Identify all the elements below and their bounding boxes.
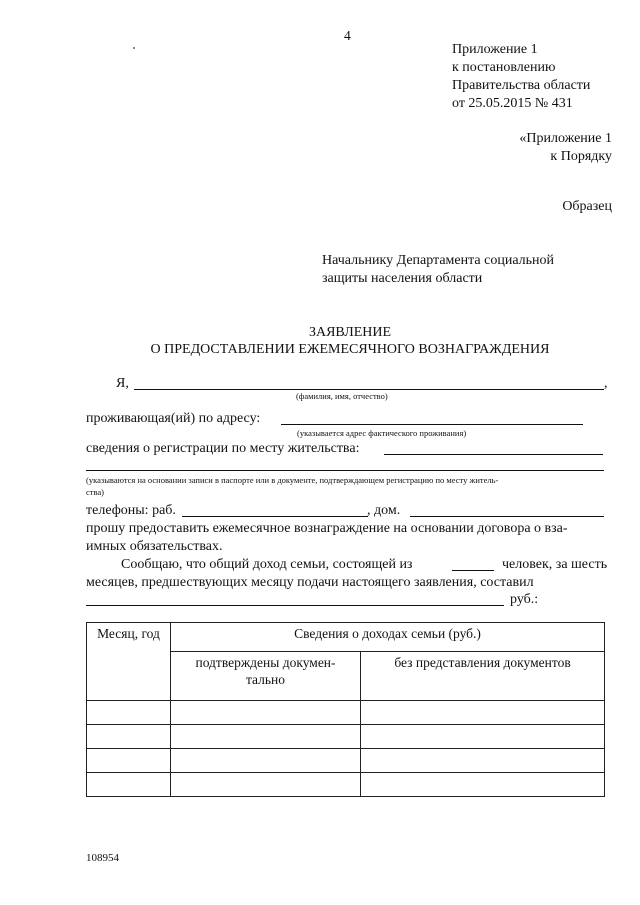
table-cell-month[interactable] bbox=[87, 749, 171, 773]
sample-label: Образец bbox=[562, 199, 612, 214]
name-hint: (фамилия, имя, отчество) bbox=[296, 391, 388, 401]
registration-hint-1: (указываются на основании записи в паспорте или в документе, подтверждающем регистрацию по месту житель- bbox=[86, 475, 499, 485]
family-size-field[interactable] bbox=[452, 570, 494, 571]
applicant-label: Я, bbox=[116, 376, 129, 391]
home-phone-field[interactable] bbox=[410, 516, 604, 517]
appendix-line-2: к постановлению bbox=[452, 60, 556, 75]
footer-code: 108954 bbox=[86, 852, 119, 864]
table-cell-unconfirmed[interactable] bbox=[361, 773, 605, 797]
address-hint: (указывается адрес фактического проживания) bbox=[297, 428, 467, 438]
income-line-1-end: человек, за шесть bbox=[502, 557, 608, 572]
table-cell-confirmed[interactable] bbox=[171, 749, 361, 773]
appendix-line-3: Правительства области bbox=[452, 78, 591, 93]
appendix-line-1: Приложение 1 bbox=[452, 42, 538, 57]
income-currency: руб.: bbox=[510, 592, 539, 607]
column-header-income: Сведения о доходах семьи (руб.) bbox=[171, 623, 605, 652]
document-subtitle: О ПРЕДОСТАВЛЕНИИ ЕЖЕМЕСЯЧНОГО ВОЗНАГРАЖДЕНИЯ bbox=[150, 342, 550, 357]
applicant-comma: , bbox=[604, 376, 608, 391]
address-label: проживающая(ий) по адресу: bbox=[86, 411, 261, 426]
registration-field[interactable] bbox=[384, 454, 603, 455]
income-line-2: месяцев, предшествующих месяцу подачи настоящего заявления, составил bbox=[86, 575, 534, 590]
column-header-confirmed-line-1: подтверждены докумен- bbox=[195, 655, 336, 670]
addressee-line-1: Начальнику Департамента социальной bbox=[322, 253, 555, 268]
table-cell-unconfirmed[interactable] bbox=[361, 725, 605, 749]
page-number: 4 bbox=[344, 28, 351, 43]
table-cell-confirmed[interactable] bbox=[171, 725, 361, 749]
income-total-field[interactable] bbox=[86, 605, 504, 606]
table-cell-month[interactable] bbox=[87, 725, 171, 749]
table-row bbox=[87, 749, 605, 773]
appendix-line-4: от 25.05.2015 № 431 bbox=[452, 96, 573, 111]
registration-hint-2: ства) bbox=[86, 487, 104, 497]
phones-label: телефоны: раб. bbox=[86, 503, 176, 518]
table-cell-unconfirmed[interactable] bbox=[361, 749, 605, 773]
home-phone-label: , дом. bbox=[367, 503, 401, 518]
address-field[interactable] bbox=[281, 424, 583, 425]
request-line-2: имных обязательствах. bbox=[86, 539, 223, 554]
applicant-name-field[interactable] bbox=[134, 389, 604, 390]
column-header-unconfirmed: без представления документов bbox=[361, 652, 605, 701]
registration-label: сведения о регистрации по месту жительства: bbox=[86, 441, 360, 456]
income-table bbox=[86, 622, 605, 797]
income-line-1: Сообщаю, что общий доход семьи, состоящей из bbox=[121, 557, 413, 572]
table-row bbox=[87, 773, 605, 797]
column-header-confirmed-line-2: тально bbox=[245, 672, 286, 687]
scan-speck bbox=[133, 47, 135, 49]
table-cell-month[interactable] bbox=[87, 701, 171, 725]
request-line-1: прошу предоставить ежемесячное вознаграждение на основании договора о вза- bbox=[86, 521, 568, 536]
table-row bbox=[87, 701, 605, 725]
table-cell-unconfirmed[interactable] bbox=[361, 701, 605, 725]
registration-field-line-2[interactable] bbox=[86, 470, 604, 471]
table-cell-month[interactable] bbox=[87, 773, 171, 797]
table-cell-confirmed[interactable] bbox=[171, 773, 361, 797]
addressee-line-2: защиты населения области bbox=[322, 271, 483, 286]
work-phone-field[interactable] bbox=[182, 516, 368, 517]
appendix-order-line-2: к Порядку bbox=[550, 149, 612, 164]
document-title: ЗАЯВЛЕНИЕ bbox=[308, 325, 392, 340]
column-header-month: Месяц, год bbox=[87, 623, 171, 701]
table-row bbox=[87, 725, 605, 749]
appendix-order-line-1: «Приложение 1 bbox=[519, 131, 612, 146]
table-cell-confirmed[interactable] bbox=[171, 701, 361, 725]
column-header-confirmed bbox=[171, 652, 361, 701]
